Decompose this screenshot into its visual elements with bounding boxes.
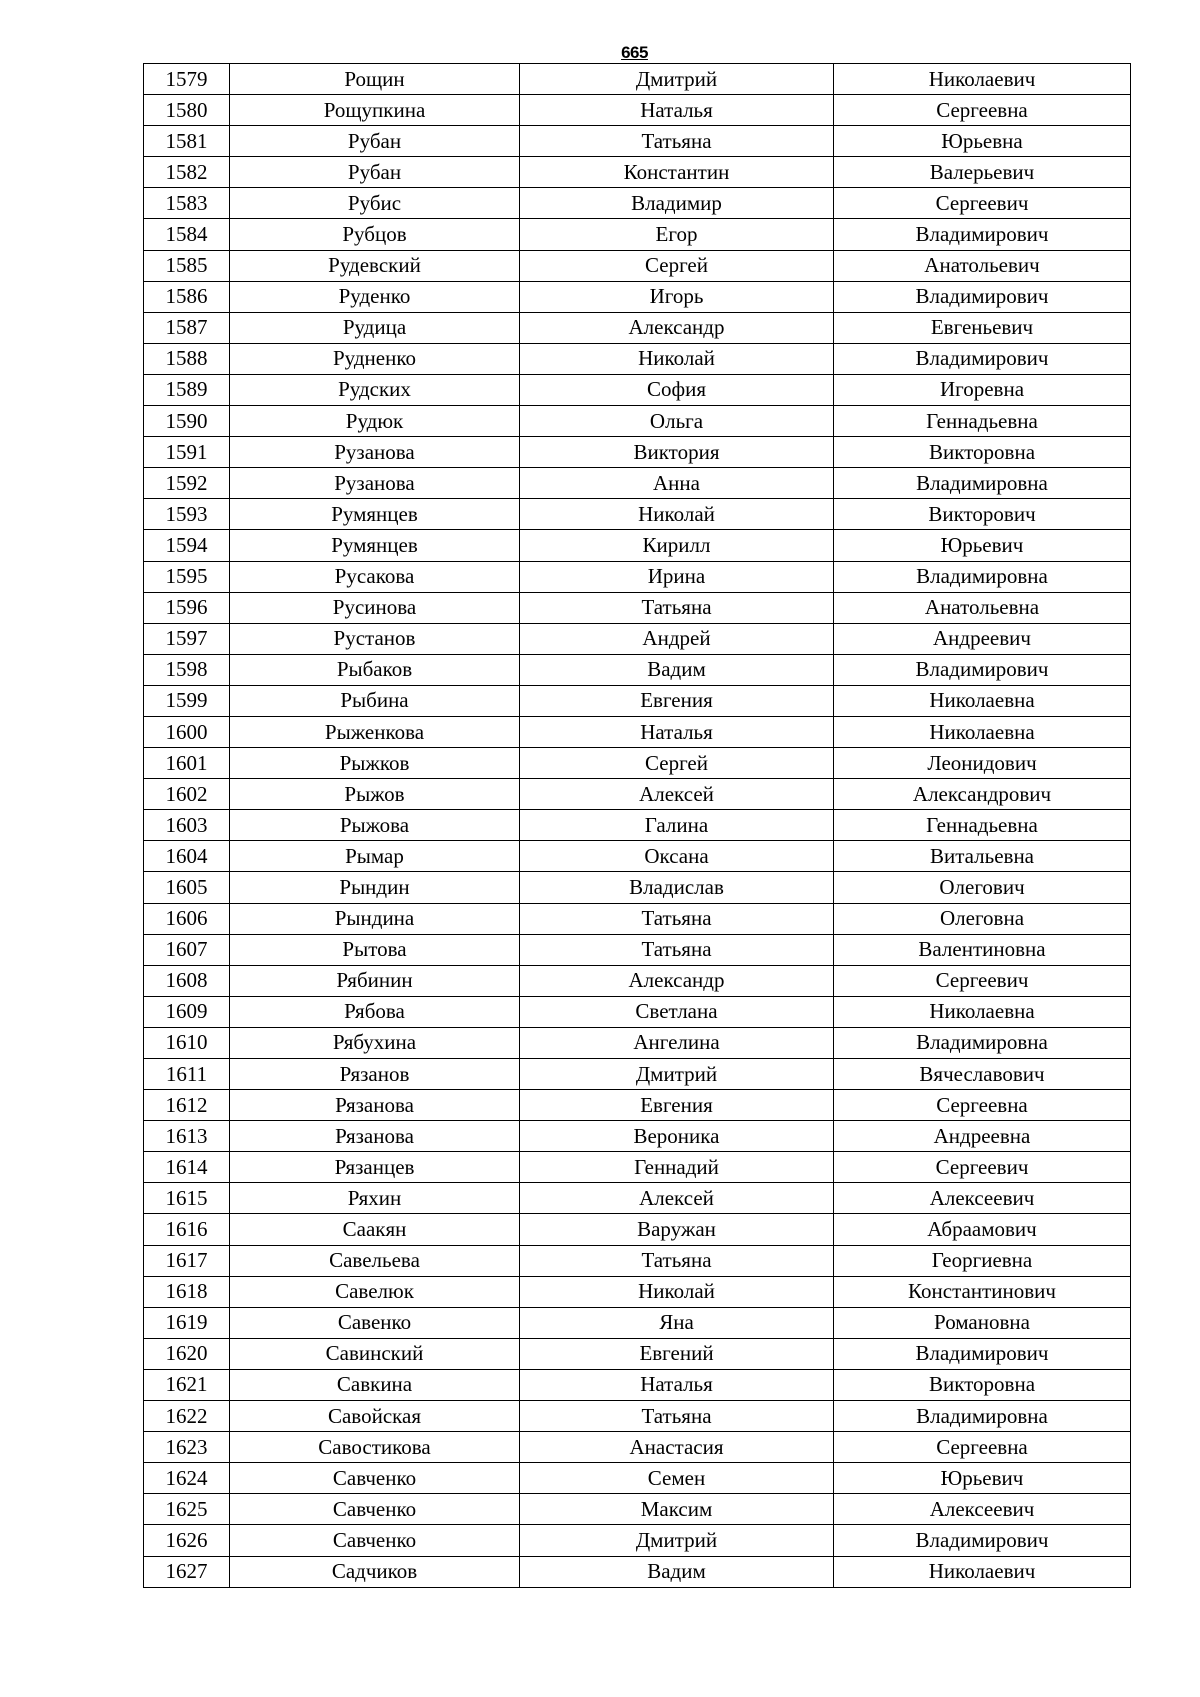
first-name-cell: Максим <box>520 1494 834 1525</box>
patronymic-cell: Юрьевна <box>834 126 1131 157</box>
last-name-cell: Рудица <box>230 312 520 343</box>
row-number-cell: 1612 <box>144 1090 230 1121</box>
first-name-cell: Александр <box>520 312 834 343</box>
row-number-cell: 1580 <box>144 95 230 126</box>
last-name-cell: Савченко <box>230 1525 520 1556</box>
first-name-cell: Геннадий <box>520 1152 834 1183</box>
row-number-cell: 1586 <box>144 281 230 312</box>
first-name-cell: Татьяна <box>520 1245 834 1276</box>
row-number-cell: 1597 <box>144 623 230 654</box>
row-number-cell: 1585 <box>144 250 230 281</box>
table-row <box>144 1369 1131 1400</box>
last-name-cell: Рыженкова <box>230 716 520 747</box>
table-body <box>144 64 1131 1588</box>
row-number-cell: 1623 <box>144 1432 230 1463</box>
patronymic-cell: Владимирович <box>834 343 1131 374</box>
patronymic-cell: Владимирович <box>834 219 1131 250</box>
last-name-cell: Савостикова <box>230 1432 520 1463</box>
patronymic-cell: Владимировна <box>834 468 1131 499</box>
row-number-cell: 1596 <box>144 592 230 623</box>
last-name-cell: Рудненко <box>230 343 520 374</box>
last-name-cell: Рязанцев <box>230 1152 520 1183</box>
row-number-cell: 1600 <box>144 716 230 747</box>
table-row <box>144 281 1131 312</box>
last-name-cell: Рудских <box>230 374 520 405</box>
table-row <box>144 1463 1131 1494</box>
table-row <box>144 934 1131 965</box>
patronymic-cell: Анатольевич <box>834 250 1131 281</box>
first-name-cell: Александр <box>520 965 834 996</box>
patronymic-cell: Алексеевич <box>834 1183 1131 1214</box>
patronymic-cell: Владимирович <box>834 654 1131 685</box>
row-number-cell: 1598 <box>144 654 230 685</box>
table-row <box>144 1432 1131 1463</box>
row-number-cell: 1583 <box>144 188 230 219</box>
first-name-cell: Алексей <box>520 779 834 810</box>
patronymic-cell: Вячеславович <box>834 1059 1131 1090</box>
first-name-cell: Анастасия <box>520 1432 834 1463</box>
patronymic-cell: Сергеевна <box>834 1090 1131 1121</box>
row-number-cell: 1611 <box>144 1059 230 1090</box>
first-name-cell: Анна <box>520 468 834 499</box>
first-name-cell: Вадим <box>520 654 834 685</box>
first-name-cell: Алексей <box>520 1183 834 1214</box>
last-name-cell: Рустанов <box>230 623 520 654</box>
patronymic-cell: Абраамович <box>834 1214 1131 1245</box>
patronymic-cell: Сергеевич <box>834 965 1131 996</box>
table-row <box>144 1214 1131 1245</box>
first-name-cell: Сергей <box>520 250 834 281</box>
table-row <box>144 654 1131 685</box>
row-number-cell: 1605 <box>144 872 230 903</box>
last-name-cell: Рузанова <box>230 437 520 468</box>
row-number-cell: 1579 <box>144 64 230 95</box>
row-number-cell: 1626 <box>144 1525 230 1556</box>
patronymic-cell: Владимирович <box>834 1338 1131 1369</box>
row-number-cell: 1589 <box>144 374 230 405</box>
first-name-cell: Дмитрий <box>520 1059 834 1090</box>
first-name-cell: Вадим <box>520 1556 834 1587</box>
first-name-cell: Наталья <box>520 1369 834 1400</box>
first-name-cell: Светлана <box>520 996 834 1027</box>
row-number-cell: 1595 <box>144 561 230 592</box>
last-name-cell: Рощин <box>230 64 520 95</box>
table-row <box>144 1121 1131 1152</box>
table-row <box>144 499 1131 530</box>
row-number-cell: 1592 <box>144 468 230 499</box>
table-row <box>144 841 1131 872</box>
table-row <box>144 374 1131 405</box>
table-row <box>144 996 1131 1027</box>
names-table <box>143 63 1131 1588</box>
last-name-cell: Савкина <box>230 1369 520 1400</box>
patronymic-cell: Юрьевич <box>834 530 1131 561</box>
table-row <box>144 1494 1131 1525</box>
row-number-cell: 1607 <box>144 934 230 965</box>
row-number-cell: 1587 <box>144 312 230 343</box>
row-number-cell: 1619 <box>144 1307 230 1338</box>
last-name-cell: Рябухина <box>230 1027 520 1058</box>
table-row <box>144 561 1131 592</box>
row-number-cell: 1622 <box>144 1401 230 1432</box>
first-name-cell: Евгения <box>520 1090 834 1121</box>
patronymic-cell: Николаевич <box>834 64 1131 95</box>
patronymic-cell: Валентиновна <box>834 934 1131 965</box>
patronymic-cell: Викторович <box>834 499 1131 530</box>
patronymic-cell: Андреевич <box>834 623 1131 654</box>
last-name-cell: Рудевский <box>230 250 520 281</box>
last-name-cell: Рязанова <box>230 1090 520 1121</box>
table-row <box>144 312 1131 343</box>
first-name-cell: Семен <box>520 1463 834 1494</box>
last-name-cell: Рыжова <box>230 810 520 841</box>
first-name-cell: Андрей <box>520 623 834 654</box>
patronymic-cell: Владимировна <box>834 1027 1131 1058</box>
first-name-cell: Вероника <box>520 1121 834 1152</box>
table-row <box>144 1183 1131 1214</box>
patronymic-cell: Николаевна <box>834 996 1131 1027</box>
last-name-cell: Саакян <box>230 1214 520 1245</box>
table-row <box>144 95 1131 126</box>
patronymic-cell: Игоревна <box>834 374 1131 405</box>
patronymic-cell: Алексеевич <box>834 1494 1131 1525</box>
row-number-cell: 1594 <box>144 530 230 561</box>
row-number-cell: 1603 <box>144 810 230 841</box>
last-name-cell: Рымар <box>230 841 520 872</box>
last-name-cell: Рубис <box>230 188 520 219</box>
first-name-cell: Сергей <box>520 748 834 779</box>
first-name-cell: София <box>520 374 834 405</box>
row-number-cell: 1614 <box>144 1152 230 1183</box>
patronymic-cell: Владимировна <box>834 561 1131 592</box>
first-name-cell: Дмитрий <box>520 1525 834 1556</box>
row-number-cell: 1593 <box>144 499 230 530</box>
table-row <box>144 1276 1131 1307</box>
patronymic-cell: Викторовна <box>834 437 1131 468</box>
last-name-cell: Савойская <box>230 1401 520 1432</box>
first-name-cell: Егор <box>520 219 834 250</box>
last-name-cell: Рыжов <box>230 779 520 810</box>
table-row <box>144 157 1131 188</box>
patronymic-cell: Викторовна <box>834 1369 1131 1400</box>
patronymic-cell: Андреевна <box>834 1121 1131 1152</box>
row-number-cell: 1590 <box>144 406 230 437</box>
patronymic-cell: Сергеевна <box>834 95 1131 126</box>
row-number-cell: 1613 <box>144 1121 230 1152</box>
row-number-cell: 1621 <box>144 1369 230 1400</box>
row-number-cell: 1616 <box>144 1214 230 1245</box>
first-name-cell: Ольга <box>520 406 834 437</box>
last-name-cell: Савенко <box>230 1307 520 1338</box>
last-name-cell: Рябинин <box>230 965 520 996</box>
patronymic-cell: Владимирович <box>834 1525 1131 1556</box>
table-row <box>144 1401 1131 1432</box>
last-name-cell: Рыбина <box>230 685 520 716</box>
last-name-cell: Рудюк <box>230 406 520 437</box>
first-name-cell: Николай <box>520 343 834 374</box>
last-name-cell: Рубцов <box>230 219 520 250</box>
table-row <box>144 592 1131 623</box>
row-number-cell: 1624 <box>144 1463 230 1494</box>
row-number-cell: 1602 <box>144 779 230 810</box>
patronymic-cell: Валерьевич <box>834 157 1131 188</box>
last-name-cell: Рыбаков <box>230 654 520 685</box>
row-number-cell: 1601 <box>144 748 230 779</box>
last-name-cell: Рябова <box>230 996 520 1027</box>
patronymic-cell: Сергеевич <box>834 188 1131 219</box>
last-name-cell: Рубан <box>230 126 520 157</box>
table-row <box>144 685 1131 716</box>
patronymic-cell: Романовна <box>834 1307 1131 1338</box>
row-number-cell: 1581 <box>144 126 230 157</box>
row-number-cell: 1625 <box>144 1494 230 1525</box>
table-row <box>144 64 1131 95</box>
last-name-cell: Рыжков <box>230 748 520 779</box>
first-name-cell: Галина <box>520 810 834 841</box>
first-name-cell: Ангелина <box>520 1027 834 1058</box>
row-number-cell: 1609 <box>144 996 230 1027</box>
table-row <box>144 872 1131 903</box>
last-name-cell: Румянцев <box>230 530 520 561</box>
first-name-cell: Яна <box>520 1307 834 1338</box>
row-number-cell: 1582 <box>144 157 230 188</box>
last-name-cell: Садчиков <box>230 1556 520 1587</box>
first-name-cell: Татьяна <box>520 1401 834 1432</box>
patronymic-cell: Олегович <box>834 872 1131 903</box>
last-name-cell: Савинский <box>230 1338 520 1369</box>
table-row <box>144 623 1131 654</box>
row-number-cell: 1627 <box>144 1556 230 1587</box>
first-name-cell: Варужан <box>520 1214 834 1245</box>
table-row <box>144 188 1131 219</box>
table-row <box>144 437 1131 468</box>
last-name-cell: Рубан <box>230 157 520 188</box>
row-number-cell: 1608 <box>144 965 230 996</box>
first-name-cell: Владислав <box>520 872 834 903</box>
patronymic-cell: Константинович <box>834 1276 1131 1307</box>
first-name-cell: Евгений <box>520 1338 834 1369</box>
last-name-cell: Рытова <box>230 934 520 965</box>
last-name-cell: Рязанов <box>230 1059 520 1090</box>
table-row <box>144 1525 1131 1556</box>
patronymic-cell: Сергеевна <box>834 1432 1131 1463</box>
patronymic-cell: Олеговна <box>834 903 1131 934</box>
last-name-cell: Руденко <box>230 281 520 312</box>
first-name-cell: Дмитрий <box>520 64 834 95</box>
row-number-cell: 1610 <box>144 1027 230 1058</box>
table-row <box>144 343 1131 374</box>
row-number-cell: 1615 <box>144 1183 230 1214</box>
row-number-cell: 1620 <box>144 1338 230 1369</box>
first-name-cell: Виктория <box>520 437 834 468</box>
last-name-cell: Русинова <box>230 592 520 623</box>
table-row <box>144 468 1131 499</box>
table-row <box>144 126 1131 157</box>
last-name-cell: Рузанова <box>230 468 520 499</box>
table-row <box>144 716 1131 747</box>
first-name-cell: Татьяна <box>520 903 834 934</box>
row-number-cell: 1606 <box>144 903 230 934</box>
first-name-cell: Владимир <box>520 188 834 219</box>
table-row <box>144 1090 1131 1121</box>
first-name-cell: Николай <box>520 1276 834 1307</box>
first-name-cell: Ирина <box>520 561 834 592</box>
table-row <box>144 1307 1131 1338</box>
last-name-cell: Савченко <box>230 1463 520 1494</box>
patronymic-cell: Сергеевич <box>834 1152 1131 1183</box>
table-row <box>144 1556 1131 1587</box>
table-row <box>144 1059 1131 1090</box>
table-row <box>144 250 1131 281</box>
row-number-cell: 1584 <box>144 219 230 250</box>
patronymic-cell: Николаевна <box>834 716 1131 747</box>
patronymic-cell: Геннадьевна <box>834 406 1131 437</box>
row-number-cell: 1599 <box>144 685 230 716</box>
last-name-cell: Русакова <box>230 561 520 592</box>
patronymic-cell: Николаевич <box>834 1556 1131 1587</box>
first-name-cell: Татьяна <box>520 934 834 965</box>
table-row <box>144 810 1131 841</box>
row-number-cell: 1617 <box>144 1245 230 1276</box>
first-name-cell: Наталья <box>520 95 834 126</box>
first-name-cell: Оксана <box>520 841 834 872</box>
patronymic-cell: Владимировна <box>834 1401 1131 1432</box>
table-row <box>144 1245 1131 1276</box>
last-name-cell: Савченко <box>230 1494 520 1525</box>
patronymic-cell: Геннадьевна <box>834 810 1131 841</box>
table-row <box>144 219 1131 250</box>
first-name-cell: Татьяна <box>520 592 834 623</box>
table-row <box>144 1152 1131 1183</box>
first-name-cell: Евгения <box>520 685 834 716</box>
patronymic-cell: Анатольевна <box>834 592 1131 623</box>
table-row <box>144 1027 1131 1058</box>
row-number-cell: 1618 <box>144 1276 230 1307</box>
last-name-cell: Савелюк <box>230 1276 520 1307</box>
first-name-cell: Николай <box>520 499 834 530</box>
table-row <box>144 965 1131 996</box>
first-name-cell: Наталья <box>520 716 834 747</box>
row-number-cell: 1604 <box>144 841 230 872</box>
patronymic-cell: Владимирович <box>834 281 1131 312</box>
last-name-cell: Савельева <box>230 1245 520 1276</box>
patronymic-cell: Георгиевна <box>834 1245 1131 1276</box>
table-row <box>144 779 1131 810</box>
patronymic-cell: Николаевна <box>834 685 1131 716</box>
table-row <box>144 406 1131 437</box>
row-number-cell: 1588 <box>144 343 230 374</box>
row-number-cell: 1591 <box>144 437 230 468</box>
table-row <box>144 903 1131 934</box>
table-row <box>144 530 1131 561</box>
patronymic-cell: Витальевна <box>834 841 1131 872</box>
last-name-cell: Румянцев <box>230 499 520 530</box>
patronymic-cell: Александрович <box>834 779 1131 810</box>
patronymic-cell: Евгеньевич <box>834 312 1131 343</box>
first-name-cell: Кирилл <box>520 530 834 561</box>
last-name-cell: Рощупкина <box>230 95 520 126</box>
last-name-cell: Ряхин <box>230 1183 520 1214</box>
last-name-cell: Рындина <box>230 903 520 934</box>
patronymic-cell: Юрьевич <box>834 1463 1131 1494</box>
table-row <box>144 1338 1131 1369</box>
table-row <box>144 748 1131 779</box>
patronymic-cell: Леонидович <box>834 748 1131 779</box>
first-name-cell: Константин <box>520 157 834 188</box>
first-name-cell: Игорь <box>520 281 834 312</box>
last-name-cell: Рындин <box>230 872 520 903</box>
first-name-cell: Татьяна <box>520 126 834 157</box>
last-name-cell: Рязанова <box>230 1121 520 1152</box>
page-number: 665 <box>621 43 648 62</box>
